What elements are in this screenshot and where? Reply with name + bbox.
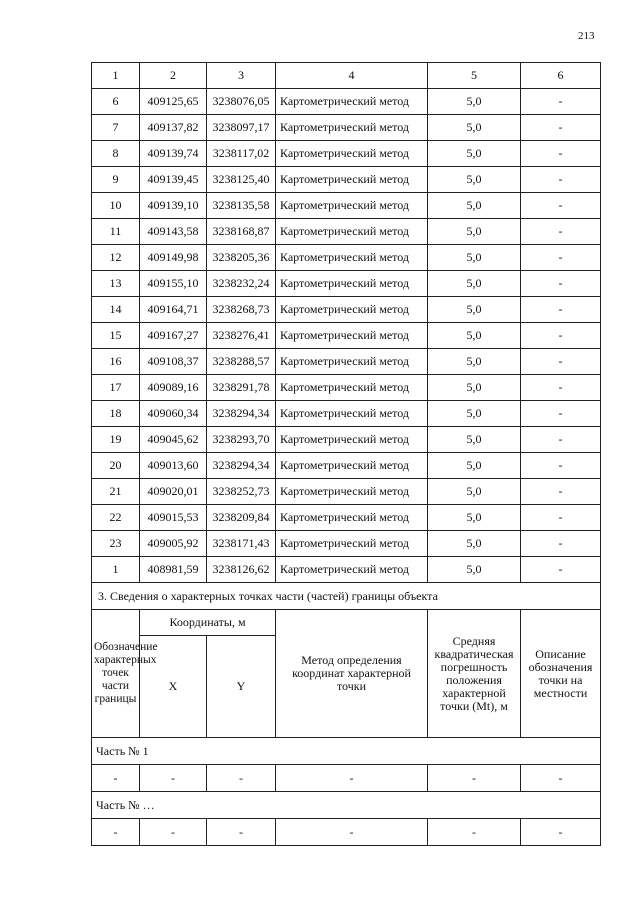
coord-x: 409060,34: [140, 401, 207, 427]
coord-x: 409167,27: [140, 323, 207, 349]
table-row: [92, 245, 601, 271]
part-label-row: [92, 792, 601, 819]
accuracy: 5,0: [428, 375, 521, 401]
coord-x: 409108,37: [140, 349, 207, 375]
point-number: 22: [92, 505, 140, 531]
accuracy: 5,0: [428, 401, 521, 427]
coord-x: 409137,82: [140, 115, 207, 141]
header-x: X: [140, 636, 207, 738]
header-accuracy: Средняя квадратическая погрешность положения характерной точки (Mt), м: [428, 610, 521, 738]
accuracy: 5,0: [428, 427, 521, 453]
description: -: [521, 349, 601, 375]
table-row: [92, 167, 601, 193]
description: -: [521, 89, 601, 115]
coord-y: 3238232,24: [207, 271, 276, 297]
description: -: [521, 141, 601, 167]
coordinates-table: [91, 62, 601, 846]
coord-y: 3238205,36: [207, 245, 276, 271]
point-number: 14: [92, 297, 140, 323]
coord-y: 3238268,73: [207, 297, 276, 323]
accuracy: 5,0: [428, 297, 521, 323]
point-number: 1: [92, 557, 140, 583]
method: Картометрический метод: [276, 141, 428, 167]
coord-y: 3238117,02: [207, 141, 276, 167]
method: Картометрический метод: [276, 349, 428, 375]
coord-y: 3238209,84: [207, 505, 276, 531]
part-value: -: [521, 765, 601, 792]
description: -: [521, 219, 601, 245]
header-coordinates: Координаты, м: [140, 610, 276, 636]
method: Картометрический метод: [276, 167, 428, 193]
section-title-row: [92, 583, 601, 610]
section-title: 3. Сведения о характерных точках части (частей) границы объекта: [92, 583, 601, 610]
method: Картометрический метод: [276, 297, 428, 323]
coord-x: 409155,10: [140, 271, 207, 297]
header-method: Метод определения координат характерной точки: [276, 610, 428, 738]
coord-y: 3238294,34: [207, 401, 276, 427]
accuracy: 5,0: [428, 531, 521, 557]
part-value: -: [428, 819, 521, 846]
method: Картометрический метод: [276, 375, 428, 401]
description: -: [521, 167, 601, 193]
coord-x: 409045,62: [140, 427, 207, 453]
table-row: [92, 271, 601, 297]
point-number: 15: [92, 323, 140, 349]
coord-y: 3238288,57: [207, 349, 276, 375]
part-value: -: [276, 819, 428, 846]
method: Картометрический метод: [276, 219, 428, 245]
coord-x: 408981,59: [140, 557, 207, 583]
method: Картометрический метод: [276, 531, 428, 557]
description: -: [521, 427, 601, 453]
accuracy: 5,0: [428, 453, 521, 479]
method: Картометрический метод: [276, 479, 428, 505]
coord-y: 3238276,41: [207, 323, 276, 349]
coord-x: 409013,60: [140, 453, 207, 479]
coord-y: 3238168,87: [207, 219, 276, 245]
part-value: -: [207, 765, 276, 792]
column-number: 6: [521, 63, 601, 89]
table-row: [92, 427, 601, 453]
accuracy: 5,0: [428, 245, 521, 271]
table-row: [92, 505, 601, 531]
table-row: [92, 323, 601, 349]
point-number: 18: [92, 401, 140, 427]
point-number: 17: [92, 375, 140, 401]
point-number: 23: [92, 531, 140, 557]
description: -: [521, 557, 601, 583]
header-description: Описание обозначения точки на местности: [521, 610, 601, 738]
part-value: -: [92, 765, 140, 792]
coord-y: 3238171,43: [207, 531, 276, 557]
accuracy: 5,0: [428, 349, 521, 375]
coord-x: 409139,74: [140, 141, 207, 167]
accuracy: 5,0: [428, 219, 521, 245]
point-number: 12: [92, 245, 140, 271]
table-row: [92, 219, 601, 245]
point-number: 10: [92, 193, 140, 219]
point-number: 7: [92, 115, 140, 141]
column-number: 2: [140, 63, 207, 89]
page-number: 213: [578, 30, 595, 42]
point-number: 19: [92, 427, 140, 453]
coord-y: 3238291,78: [207, 375, 276, 401]
coord-x: 409020,01: [140, 479, 207, 505]
accuracy: 5,0: [428, 505, 521, 531]
method: Картометрический метод: [276, 271, 428, 297]
coord-y: 3238294,34: [207, 453, 276, 479]
section-header-row: [92, 610, 601, 636]
point-number: 11: [92, 219, 140, 245]
accuracy: 5,0: [428, 557, 521, 583]
coord-x: 409143,58: [140, 219, 207, 245]
method: Картометрический метод: [276, 323, 428, 349]
description: -: [521, 479, 601, 505]
method: Картометрический метод: [276, 401, 428, 427]
accuracy: 5,0: [428, 271, 521, 297]
column-numbers-row: [92, 63, 601, 89]
part-label: Часть № 1: [92, 738, 601, 765]
method: Картометрический метод: [276, 505, 428, 531]
column-number: 1: [92, 63, 140, 89]
table-row: [92, 401, 601, 427]
accuracy: 5,0: [428, 193, 521, 219]
method: Картометрический метод: [276, 453, 428, 479]
column-number: 5: [428, 63, 521, 89]
table-row: [92, 141, 601, 167]
part-value: -: [92, 819, 140, 846]
header-designation: Обозначение характерных точек части границы: [92, 610, 140, 738]
method: Картометрический метод: [276, 427, 428, 453]
coord-x: 409005,92: [140, 531, 207, 557]
method: Картометрический метод: [276, 557, 428, 583]
table-row: [92, 479, 601, 505]
point-number: 9: [92, 167, 140, 193]
part-value: -: [207, 819, 276, 846]
description: -: [521, 115, 601, 141]
method: Картометрический метод: [276, 89, 428, 115]
description: -: [521, 245, 601, 271]
table-row: [92, 349, 601, 375]
coord-y: 3238126,62: [207, 557, 276, 583]
accuracy: 5,0: [428, 141, 521, 167]
coord-x: 409125,65: [140, 89, 207, 115]
coord-x: 409015,53: [140, 505, 207, 531]
table-row: [92, 557, 601, 583]
table-row: [92, 531, 601, 557]
coord-y: 3238135,58: [207, 193, 276, 219]
part-values-row: [92, 765, 601, 792]
coord-x: 409139,10: [140, 193, 207, 219]
coord-y: 3238125,40: [207, 167, 276, 193]
part-label-row: [92, 738, 601, 765]
part-value: -: [140, 765, 207, 792]
method: Картометрический метод: [276, 115, 428, 141]
part-value: -: [521, 819, 601, 846]
point-number: 6: [92, 89, 140, 115]
description: -: [521, 193, 601, 219]
accuracy: 5,0: [428, 323, 521, 349]
description: -: [521, 375, 601, 401]
description: -: [521, 323, 601, 349]
coord-y: 3238293,70: [207, 427, 276, 453]
method: Картометрический метод: [276, 245, 428, 271]
part-value: -: [276, 765, 428, 792]
coord-y: 3238252,73: [207, 479, 276, 505]
point-number: 8: [92, 141, 140, 167]
coord-y: 3238076,05: [207, 89, 276, 115]
table-row: [92, 115, 601, 141]
description: -: [521, 453, 601, 479]
description: -: [521, 271, 601, 297]
table-row: [92, 89, 601, 115]
table-row: [92, 453, 601, 479]
point-number: 21: [92, 479, 140, 505]
part-value: -: [140, 819, 207, 846]
point-number: 16: [92, 349, 140, 375]
table-row: [92, 375, 601, 401]
part-values-row: [92, 819, 601, 846]
column-number: 4: [276, 63, 428, 89]
accuracy: 5,0: [428, 89, 521, 115]
accuracy: 5,0: [428, 479, 521, 505]
header-y: Y: [207, 636, 276, 738]
part-value: -: [428, 765, 521, 792]
accuracy: 5,0: [428, 167, 521, 193]
column-number: 3: [207, 63, 276, 89]
description: -: [521, 505, 601, 531]
description: -: [521, 531, 601, 557]
coord-x: 409164,71: [140, 297, 207, 323]
description: -: [521, 401, 601, 427]
coord-y: 3238097,17: [207, 115, 276, 141]
coord-x: 409089,16: [140, 375, 207, 401]
method: Картометрический метод: [276, 193, 428, 219]
point-number: 13: [92, 271, 140, 297]
description: -: [521, 297, 601, 323]
table-row: [92, 297, 601, 323]
table-row: [92, 193, 601, 219]
coord-x: 409149,98: [140, 245, 207, 271]
accuracy: 5,0: [428, 115, 521, 141]
point-number: 20: [92, 453, 140, 479]
part-label: Часть № …: [92, 792, 601, 819]
coord-x: 409139,45: [140, 167, 207, 193]
